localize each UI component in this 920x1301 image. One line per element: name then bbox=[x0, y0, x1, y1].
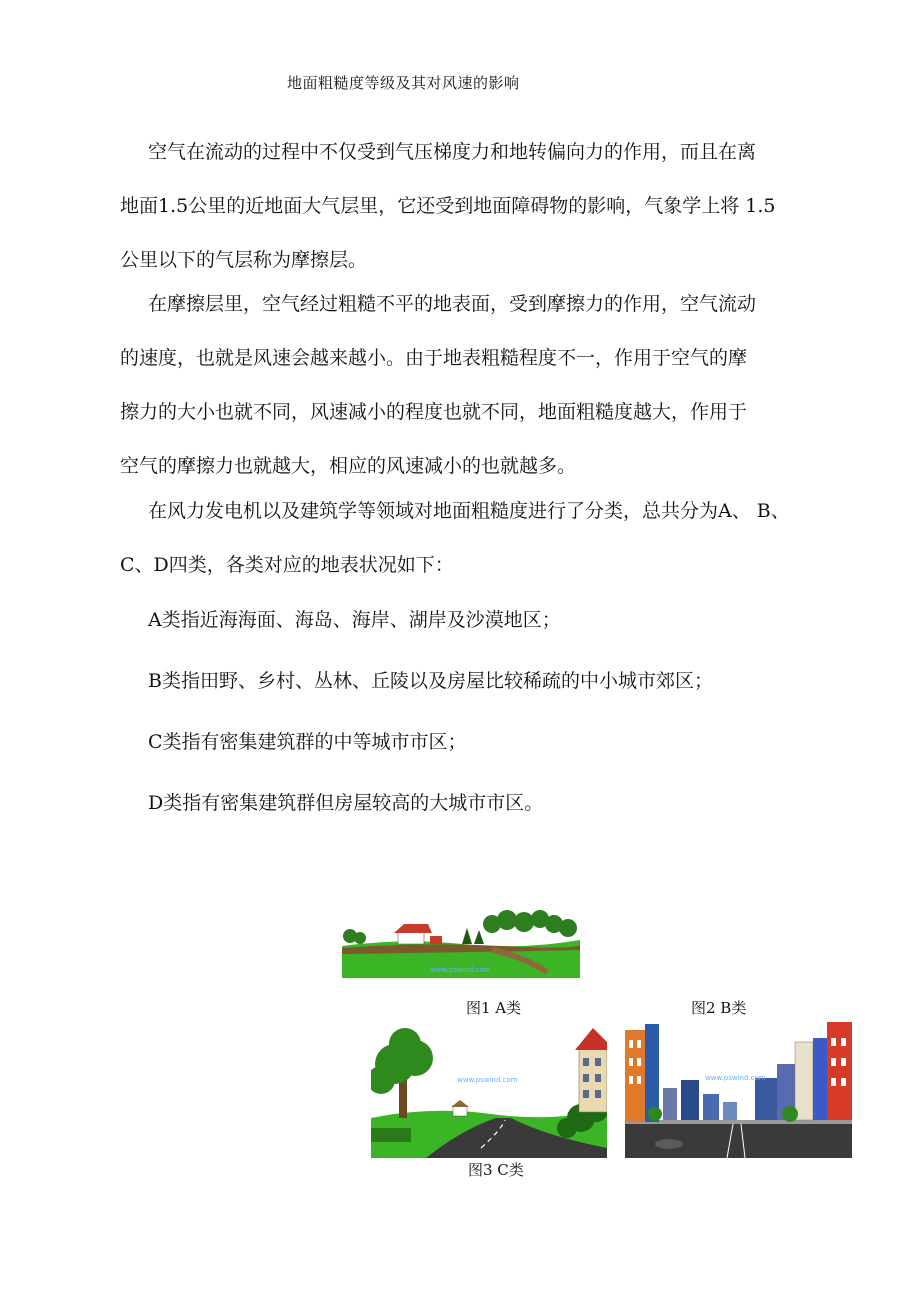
figure-a-image bbox=[342, 910, 580, 978]
caption-figure-c: 图3 C类 bbox=[468, 1161, 524, 1179]
paragraph-intro-cont bbox=[120, 179, 800, 287]
watermark-text: www.pswind.com bbox=[457, 1076, 518, 1084]
paragraph-friction bbox=[148, 277, 798, 331]
watermark-text: www.pswind.com bbox=[705, 1074, 766, 1082]
paragraph-intro bbox=[148, 125, 798, 179]
text-line: 在风力发电机以及建筑学等领域对地面粗糙度进行了分类，总共分为A、 B、 bbox=[148, 500, 790, 522]
text-line: 空气的摩擦力也就越大，相应的风速减小的也就越多。 bbox=[120, 455, 577, 477]
text-line: 空气在流动的过程中不仅受到气压梯度力和地转偏向力的作用，而且在离 bbox=[148, 141, 757, 163]
paragraph-classification bbox=[148, 484, 808, 538]
paragraph-classification-cont bbox=[120, 538, 800, 592]
category-d: D类指有密集建筑群但房屋较高的大城市市区。 bbox=[148, 792, 544, 814]
category-a: A类指近海海面、海岛、海岸、湖岸及沙漠地区； bbox=[148, 609, 561, 631]
watermark-text: www.pswind.com bbox=[430, 966, 491, 974]
text-line: 的速度，也就是风速会越来越小。由于地表粗糙程度不一，作用于空气的摩 bbox=[120, 347, 748, 369]
text-line: 公里以下的气层称为摩擦层。 bbox=[120, 249, 368, 271]
figure-b-image bbox=[371, 1018, 607, 1158]
paragraph-friction-cont bbox=[120, 331, 800, 493]
document-title: 地面粗糙度等级及其对风速的影响 bbox=[287, 74, 520, 92]
category-b: B类指田野、乡村、丛林、丘陵以及房屋比较稀疏的中小城市郊区； bbox=[148, 670, 713, 692]
text-line: 擦力的大小也就不同，风速减小的程度也就不同，地面粗糙度越大，作用于 bbox=[120, 401, 748, 423]
category-c: C类指有密集建筑群的中等城市市区； bbox=[148, 731, 467, 753]
text-line: 在摩擦层里，空气经过粗糙不平的地表面，受到摩擦力的作用，空气流动 bbox=[148, 293, 757, 315]
text-line: C、D四类，各类对应的地表状况如下： bbox=[120, 554, 454, 576]
caption-figure-b: 图2 B类 bbox=[691, 999, 747, 1017]
text-line: 地面1.5公里的近地面大气层里，它还受到地面障碍物的影响，气象学上将 1.5 bbox=[120, 195, 776, 217]
figure-c-image bbox=[625, 1018, 852, 1158]
caption-figure-a: 图1 A类 bbox=[466, 999, 522, 1017]
